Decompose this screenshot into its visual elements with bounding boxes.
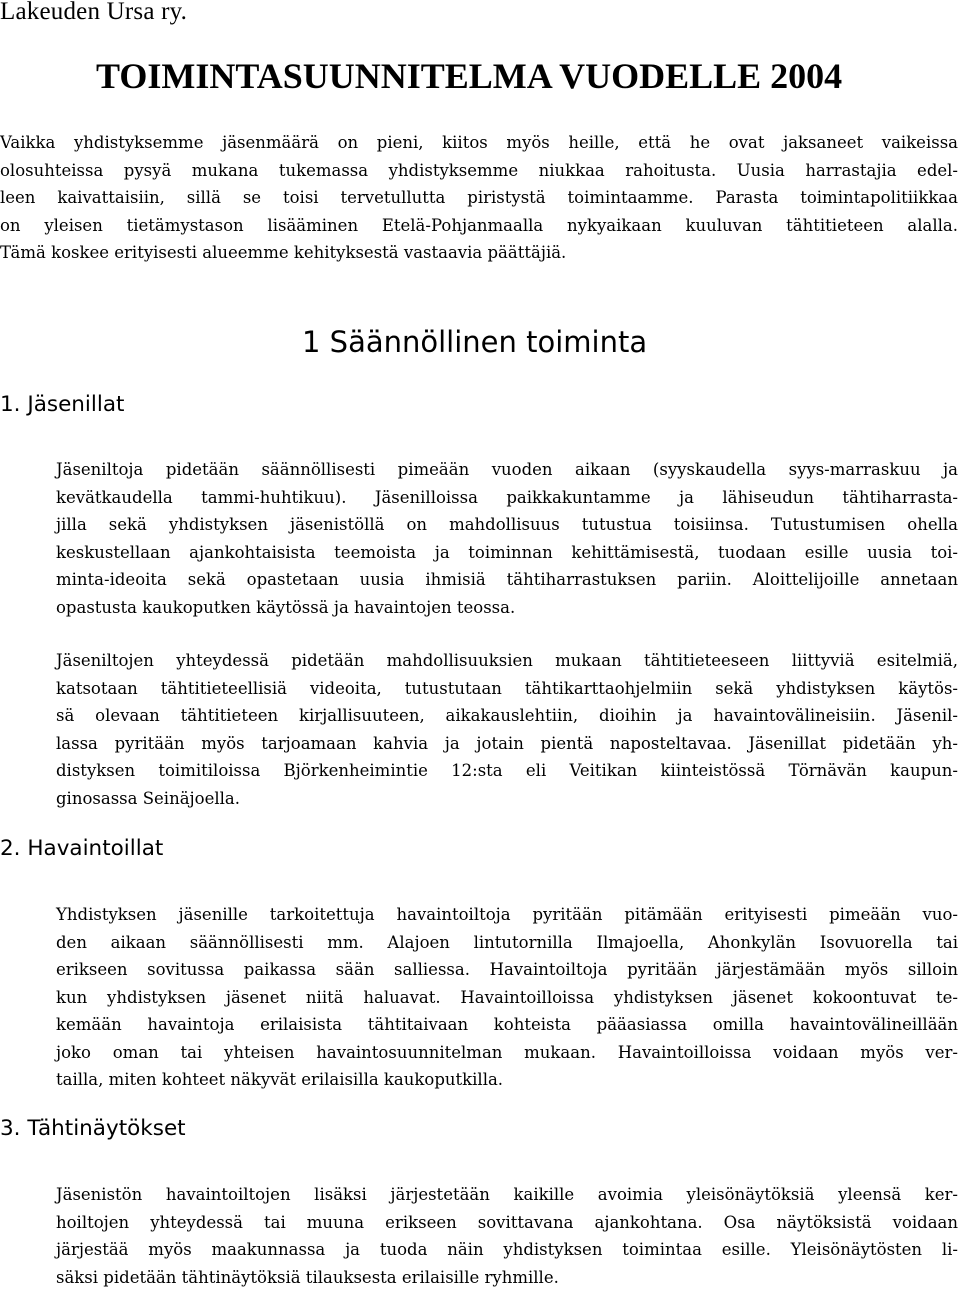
text-line: olosuhteissa pysyä mukana tukemassa yhdistyksemme niukkaa rahoitusta. Uusia harrastajia edel- <box>0 160 958 180</box>
text-line: hoiltojen yhteydessä tai muuna erikseen sovittavana ajankohtana. Osa näytöksistä voidaan <box>56 1212 958 1232</box>
text-line: kun yhdistyksen jäsenet niitä haluavat. Havaintoilloissa yhdistyksen jäsenet kokoontuvat te- <box>56 987 958 1007</box>
text-line: joko oman tai yhteisen havaintosuunnitelman mukaan. Havaintoilloissa voidaan myös ver- <box>56 1042 958 1062</box>
text-line: katsotaan tähtitieteellisiä videoita, tutustutaan tähtikarttaohjelmiin sekä yhdistyksen käytös- <box>56 678 958 698</box>
organization-name: Lakeuden Ursa ry. <box>0 0 188 25</box>
text-line: ginosassa Seinäjoella. <box>56 788 240 808</box>
section-paragraph <box>56 1181 958 1291</box>
text-line: Yhdistyksen jäsenille tarkoitettuja havaintoiltoja pyritään pitämään erityisesti pimeään vuo- <box>56 905 958 924</box>
text-line: keskustellaan ajankohtaisista teemoista ja toiminnan kehittämisestä, tuodaan esille uusia toi- <box>56 542 958 562</box>
text-line: kevätkaudella tammi-huhtikuu). Jäsenilloissa paikkakuntamme ja lähiseudun tähtiharrasta- <box>56 487 958 507</box>
intro-paragraph <box>0 129 958 267</box>
text-line: Jäsenistön havaintoiltojen lisäksi järjestetään kaikille avoimia yleisönäytöksiä yleensä ker- <box>56 1185 958 1204</box>
text-line: tailla, miten kohteet näkyvät erilaisilla kaukoputkilla. <box>56 1070 504 1089</box>
section-paragraph <box>56 456 958 621</box>
text-line: on yleisen tietämystason lisääminen Etelä-Pohjanmaalla nykyaikaan kuuluvan tähtitieteen alalla. <box>0 215 958 235</box>
text-line: sä olevaan tähtitieteen kirjallisuuteen, aikakauslehtiin, dioihin ja havaintovälineisiin. Jäsenil- <box>56 706 958 725</box>
section-heading-jasenillat: 1. Jäsenillat <box>0 392 125 417</box>
section-paragraph <box>56 901 958 1094</box>
text-line: lassa pyritään myös tarjoamaan kahvia ja jotain pientä naposteltavaa. Jäsenillat pidetään yh- <box>56 733 958 753</box>
text-line: erikseen sovitussa paikassa sään salliessa. Havaintoiltoja pyritään järjestämään myös silloin <box>56 960 958 979</box>
text-line: leen kaivattaisiin, sillä se toisi tervetullutta piristystä toimintaamme. Parasta toimintapolitiikkaa <box>0 188 958 207</box>
text-line: opastusta kaukoputken käytössä ja havaintojen teossa. <box>56 597 516 617</box>
text-line: minta-ideoita sekä opastetaan uusia ihmisiä tähtiharrastuksen pariin. Aloittelijoille annetaan <box>56 570 958 589</box>
section-heading-havaintoillat: 2. Havaintoillat <box>0 836 164 861</box>
text-line: Jäseniltojen yhteydessä pidetään mahdollisuuksien mukaan tähtitieteeseen liittyviä esitelmiä, <box>56 651 958 670</box>
text-line: kemään havaintoja erilaisista tähtitaivaan kohteista pääasiassa omilla havaintovälineillään <box>56 1015 958 1034</box>
section-paragraph <box>56 647 958 812</box>
text-line: den aikaan säännöllisesti mm. Alajoen lintutornilla Ilmajoella, Ahonkylän Isovuorella tai <box>56 932 958 952</box>
section-heading-tahtinaytokset: 3. Tähtinäytökset <box>0 1116 186 1141</box>
text-line: Vaikka yhdistyksemme jäsenmäärä on pieni, kiitos myös heille, että he ovat jaksaneet vaikeissa <box>0 133 958 152</box>
text-line: säksi pidetään tähtinäytöksiä tilauksesta erilaisille ryhmille. <box>56 1267 559 1287</box>
text-line: jilla sekä yhdistyksen jäsenistöllä on mahdollisuus tutustua toisiinsa. Tutustumisen ohella <box>56 515 958 534</box>
text-line: järjestää myös maakunnassa ja tuoda näin yhdistyksen toimintaa esille. Yleisönäytösten li- <box>56 1240 958 1259</box>
document-title: TOIMINTASUUNNITELMA VUODELLE 2004 <box>96 56 843 96</box>
text-line: distyksen toimitiloissa Björkenheimintie 12:sta eli Veitikan kiinteistössä Törnävän kaupun- <box>56 761 958 780</box>
text-line: Tämä koskee erityisesti alueemme kehityksestä vastaavia päättäjiä. <box>0 243 567 262</box>
chapter-heading: 1 Säännöllinen toiminta <box>302 325 648 359</box>
text-line: Jäseniltoja pidetään säännöllisesti pimeään vuoden aikaan (syyskaudella syys-marraskuu ja <box>56 460 958 479</box>
